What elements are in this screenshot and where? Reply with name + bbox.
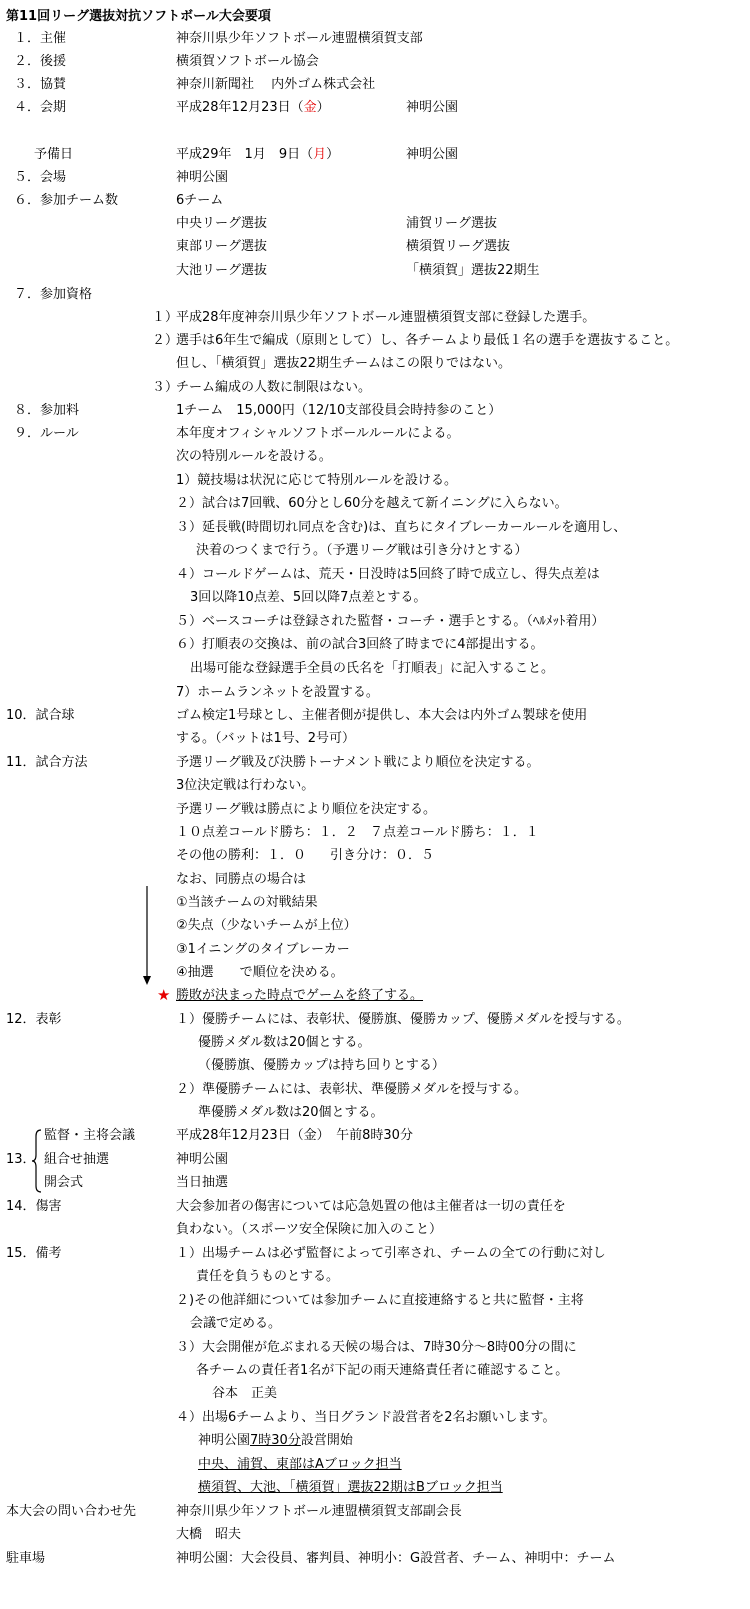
value-1: 神奈川県少年ソフトボール連盟横須賀支部 xyxy=(176,31,423,46)
rule: 3回以降10点差、5回以降7点差とする。 xyxy=(190,590,427,605)
award: （優勝旗、優勝カップは持ち回りとする） xyxy=(198,1058,445,1073)
note: ４）出場6チームより、当日グランド設営者を2名お願いします。 xyxy=(176,1410,556,1425)
method: 引き分け：０．５ xyxy=(330,848,435,863)
team: 大池リーグ選抜 xyxy=(176,263,268,278)
value-yobi-place: 神明公園 xyxy=(406,147,459,162)
award: 準優勝メダル数は20個とする。 xyxy=(198,1105,384,1120)
label-4: ４．会期 xyxy=(14,100,67,115)
method-underlined: 勝敗が決まった時点でゲームを終了する。 xyxy=(176,988,424,1003)
weekday-red: 金 xyxy=(303,100,317,115)
value-10: ゴム検定1号球とし、主催者側が提供し、本大会は内外ゴム製球を使用 xyxy=(176,708,588,723)
note: 責任を負うものとする。 xyxy=(196,1269,340,1284)
note-underlined: 中央、浦賀、東部はAブロック担当 xyxy=(198,1457,402,1472)
down-arrow-icon xyxy=(140,886,154,986)
note-underlined: 横須賀、大池、「横須賀」選抜22期はBブロック担当 xyxy=(198,1480,503,1495)
label-3: ３．協賛 xyxy=(14,77,67,92)
label-15: 15．備考 xyxy=(6,1246,62,1261)
q-num: １） xyxy=(152,310,179,325)
value-3: 神奈川新聞社 内外ゴム株式会社 xyxy=(176,77,376,92)
rule: ６）打順表の交換は、前の試合3回終了時までに4部提出する。 xyxy=(176,637,544,652)
award: １）優勝チームには、表彰状、優勝旗、優勝カップ、優勝メダルを授与する。 xyxy=(176,1012,630,1027)
value-6: 6チーム xyxy=(176,193,224,208)
label-2: ２．後援 xyxy=(14,54,67,69)
method: ７点差コールド勝ち：１．１ xyxy=(370,825,539,840)
method: ①当該チームの対戦結果 xyxy=(176,895,318,910)
label-8: ８．参加料 xyxy=(14,403,80,418)
label-9: ９．ルール xyxy=(14,426,79,441)
rule: 本年度オフィシャルソフトボールルールによる。 xyxy=(176,426,460,441)
team: 中央リーグ選抜 xyxy=(176,216,268,231)
method: その他の勝利：１．０ xyxy=(176,848,307,863)
note: １）出場チームは必ず監督によって引率され、チームの全ての行動に対し xyxy=(176,1246,606,1261)
label-inquiry: 本大会の問い合わせ先 xyxy=(6,1504,137,1519)
label-13c: 開会式 xyxy=(44,1175,84,1190)
value-10b: する。（バットは1号、2号可） xyxy=(176,731,356,746)
method: なお、同勝点の場合は xyxy=(176,872,307,887)
left-brace-icon xyxy=(31,1128,43,1194)
team: 「横須賀」選抜22期生 xyxy=(406,263,540,278)
q-num: ３） xyxy=(152,380,179,395)
star-icon: ★ xyxy=(157,986,171,1004)
value-2: 横須賀ソフトボール協会 xyxy=(176,54,319,69)
q-num: ２） xyxy=(152,333,179,348)
rule: ５）ベースコーチは登録された監督・コーチ・選手とする。（ﾍﾙﾒｯﾄ着用） xyxy=(176,614,605,629)
q-2b: 但し、「横須賀」選抜22期生チームはこの限りではない。 xyxy=(176,356,512,371)
value-4: 平成28年12月23日（金） xyxy=(176,100,330,115)
label-13: 13． xyxy=(6,1152,36,1167)
note: 谷本 正美 xyxy=(212,1386,278,1401)
label-5: ５．会場 xyxy=(14,170,67,185)
weekday-red-2: 月 xyxy=(313,147,327,162)
rule: 1）競技場は状況に応じて特別ルールを設ける。 xyxy=(176,473,458,488)
value-8: 1チーム 15,000円（12/10支部役員会時持参のこと） xyxy=(176,403,502,418)
note: 会議で定める。 xyxy=(190,1316,282,1331)
label-12: 12．表彰 xyxy=(6,1012,62,1027)
q-3: チーム編成の人数に制限はない。 xyxy=(176,380,372,395)
note: 神明公園7時30分設営開始 xyxy=(198,1433,353,1448)
label-14: 14．傷害 xyxy=(6,1199,62,1214)
method: 予選リーグ戦及び決勝トーナメント戦により順位を決定する。 xyxy=(176,755,540,770)
value-inquiry-name: 大橋 昭夫 xyxy=(176,1527,242,1542)
note: 各チームの責任者1名が下記の雨天連絡責任者に確認すること。 xyxy=(196,1363,569,1378)
method: ④抽選 で順位を決める。 xyxy=(176,965,344,980)
label-6: ６．参加チーム数 xyxy=(14,193,119,208)
method: 3位決定戦は行わない。 xyxy=(176,778,315,793)
label-1: １．主催 xyxy=(14,31,67,46)
label-11: 11．試合方法 xyxy=(6,755,88,770)
note: ３）大会開催が危ぶまれる天候の場合は、7時30分～8時00分の間に xyxy=(176,1340,577,1355)
method: 予選リーグ戦は勝点により順位を決定する。 xyxy=(176,802,437,817)
value-yobi: 平成29年 1月 9日（月） xyxy=(176,147,340,162)
label-10: 10．試合球 xyxy=(6,708,75,723)
value-4-place: 神明公園 xyxy=(406,100,459,115)
value-inquiry: 神奈川県少年ソフトボール連盟横須賀支部副会長 xyxy=(176,1504,462,1519)
doc-title: 第11回リーグ選抜対抗ソフトボール大会要項 xyxy=(6,9,271,24)
rule: ４）コールドゲームは、荒天・日没時は5回終了時で成立し、得失点差は xyxy=(176,567,600,582)
rule: 出場可能な登録選手全員の氏名を「打順表」に記入すること。 xyxy=(190,661,555,676)
value-13b: 神明公園 xyxy=(176,1152,229,1167)
rule: ３）延長戦(時間切れ同点を含む)は、直ちにタイブレーカールールを適用し、 xyxy=(176,520,627,535)
rule: 次の特別ルールを設ける。 xyxy=(176,449,332,464)
rule: 決着のつくまで行う。（予選リーグ戦は引き分けとする） xyxy=(196,543,528,558)
team: 横須賀リーグ選抜 xyxy=(406,239,511,254)
team: 東部リーグ選抜 xyxy=(176,239,268,254)
note: ２)その他詳細については参加チームに直接連絡すると共に監督・主将 xyxy=(176,1293,584,1308)
q-1: 平成28年度神奈川県少年ソフトボール連盟横須賀支部に登録した選手。 xyxy=(176,310,596,325)
value-13c: 当日抽選 xyxy=(176,1175,229,1190)
value-5: 神明公園 xyxy=(176,170,229,185)
rule: 7）ホームランネットを設置する。 xyxy=(176,685,379,700)
method: ②失点（少ないチームが上位） xyxy=(176,918,357,933)
value-14b: 負わない。（スポーツ安全保険に加入のこと） xyxy=(176,1222,442,1237)
team: 浦賀リーグ選抜 xyxy=(406,216,498,231)
rule: ２）試合は7回戦、60分とし60分を越えて新イニングに入らない。 xyxy=(176,496,568,511)
value-13a: 平成28年12月23日（金） 午前8時30分 xyxy=(176,1128,413,1143)
label-parking: 駐車場 xyxy=(6,1551,46,1566)
label-13a: 監督・主将会議 xyxy=(44,1128,136,1143)
value-parking: 神明公園：大会役員、審判員、神明小：G設営者、チーム、神明中：チーム xyxy=(176,1551,616,1566)
value-14: 大会参加者の傷害については応急処置の他は主催者は一切の責任を xyxy=(176,1199,566,1214)
award: ２）準優勝チームには、表彰状、準優勝メダルを授与する。 xyxy=(176,1082,528,1097)
label-7: ７．参加資格 xyxy=(14,287,93,302)
award: 優勝メダル数は20個とする。 xyxy=(198,1035,371,1050)
method: １０点差コールド勝ち：１．２ xyxy=(176,825,358,840)
method: ③1イニングのタイブレーカー xyxy=(176,942,350,957)
q-2: 選手は6年生で編成（原則として）し、各チームより最低１名の選手を選抜すること。 xyxy=(176,333,679,348)
label-13b: 組合せ抽選 xyxy=(44,1152,110,1167)
label-yobi: 予備日 xyxy=(34,147,74,162)
